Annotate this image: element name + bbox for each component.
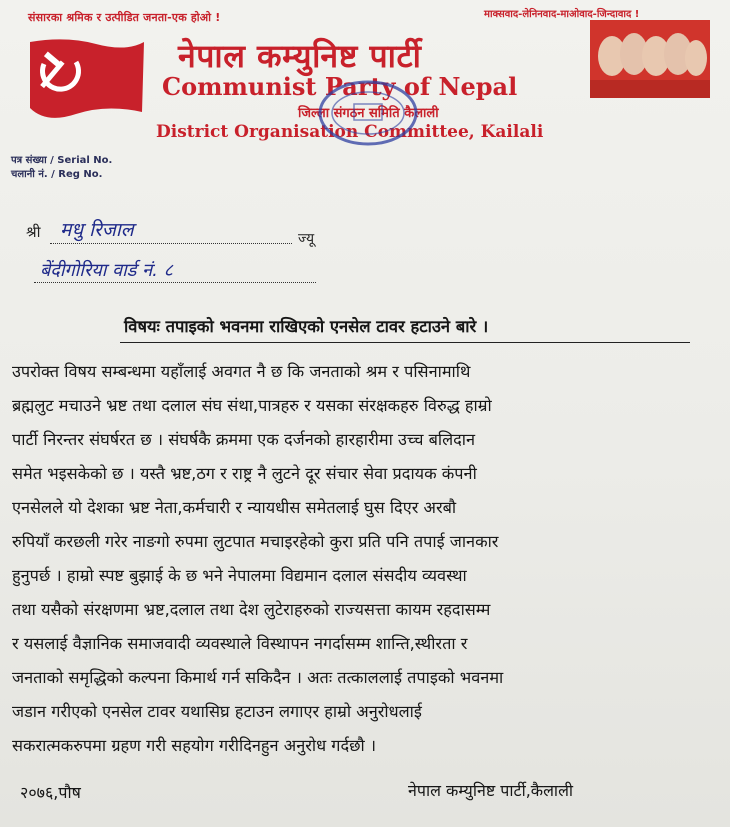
body-line: समेत भइसकेको छ । यस्तै भ्रष्ट,ठग र राष्ट्र नै लुटने दूर संचार सेवा प्रदायक कंपनी [12,464,477,483]
body-line: उपरोक्त विषय सम्बन्धमा यहाँलाई अवगत नै छ कि जनताको श्रम र पसिनामाथि [12,362,471,381]
subject-underline [120,342,690,343]
body-line: जडान गरीएको एनसेल टावर यथासिघ्र हटाउन लगाएर हाम्रो अनुरोधलाई [12,702,422,721]
registration-number-label: चलानी नं. / Reg No. [11,169,103,180]
party-title-english: Communist Party of Nepal [162,72,518,101]
body-line: जनताको समृद्धिको कल्पना किमार्थ गर्न सकिदैन । अतः तत्काललाई तपाइको भवनमा [12,668,504,687]
serial-number-label: पत्र संख्या / Serial No. [11,155,113,166]
body-line: एनसेलले यो देशका भ्रष्ट नेता,कर्मचारी र न्यायधीस समेतलाई घुस दिएर अरबौ [12,498,457,517]
body-line: सकरात्मकरुपमा ग्रहण गरी सहयोग गरीदिनहुन अनुरोध गर्दछौ । [12,736,377,755]
body-line: ब्रह्मलुट मचाउने भ्रष्ट तथा दलाल संघ संथा,पात्रहरु र यसका संरक्षकहरु विरुद्ध हाम्रो [12,396,492,415]
leaders-portraits-icon [590,20,710,98]
hammer-sickle-flag-icon [26,34,148,120]
slogan-right: माक्सवाद-लेनिनवाद-माओवाद-जिन्दावाद ! [484,9,640,20]
body-line: पार्टी निरन्तर संघर्षरत छ । संघर्षकै क्रममा एक दर्जनको हारहारीमा उच्च बलिदान [12,430,476,449]
addressee-name-line [50,243,292,244]
addressee-address-handwritten: बेंदीगोरिया वार्ड नं. ८ [40,260,173,281]
party-title-nepali: नेपाल कम्युनिष्ट पार्टी [178,37,422,75]
addressee-address-line [34,282,316,283]
body-line: हुनुपर्छ । हाम्रो स्पष्ट बुझाई के छ भने नेपालमा विद्यमान दलाल संसदीय व्यवस्था [12,566,467,585]
body-line: र यसलाई वैज्ञानिक समाजवादी व्यवस्थाले विस्थापन नगर्दासम्म शान्ति,स्थीरता र [12,634,468,653]
addressee-prefix: श्री [26,223,41,241]
letter-subject: विषयः तपाइको भवनमा राखिएको एनसेल टावर हटाउने बारे । [124,317,489,336]
district-committee-english: District Organisation Committee, Kailali [156,122,544,142]
party-stamp-icon [316,78,420,148]
body-line: तथा यसैको संरक्षणमा भ्रष्ट,दलाल तथा देश लुटेराहरुको राज्यसत्ता कायम रहदासम्म [12,600,491,619]
body-line: रुपियाँ करछली गरेर नाङगो रुपमा लुटपात मचाइरहेको कुरा प्रति पनि तपाई जानकार [12,532,499,551]
slogan-left: संसारका श्रमिक र उत्पीडित जनता-एक होओ ! [28,11,221,24]
letter-date: २०७६,पौष [20,783,81,802]
addressee-name-handwritten: मधु रिजाल [60,219,134,241]
district-committee-nepali: जिल्ला संगठन समिति कैलाली [298,106,439,121]
addressee-suffix: ज्यू [298,231,315,247]
letter-signature: नेपाल कम्युनिष्ट पार्टी,कैलाली [408,781,574,800]
